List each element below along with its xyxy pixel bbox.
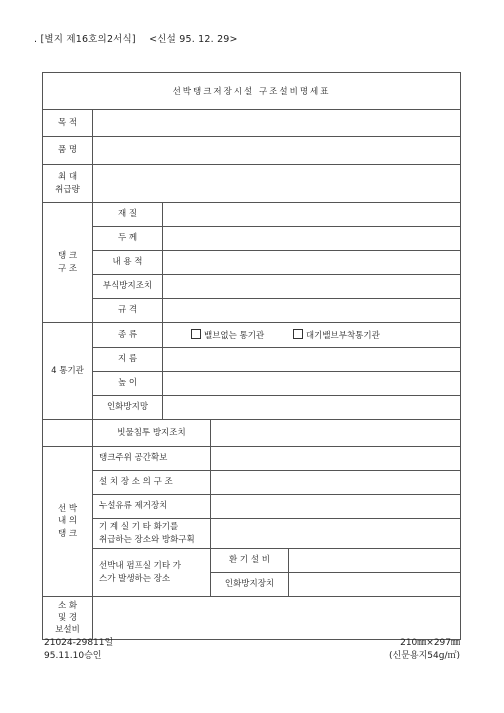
- dimensions-label: 규 격: [93, 299, 163, 323]
- empty-side-cell: [43, 420, 93, 447]
- extinguish-line3: 보설비: [55, 625, 80, 636]
- extinguish-line2: 및 경: [57, 612, 78, 623]
- form-title: 선박탱크저장시설 구조설비명세표: [43, 73, 461, 110]
- explosion-proof-field[interactable]: [289, 573, 461, 597]
- vent-option-2-label: 대기밸브부착통기관: [305, 331, 380, 341]
- install-structure-label: 설 치 장 소 의 구 조: [93, 471, 211, 495]
- vent-option-1-label: 밸브없는 통기관: [204, 331, 265, 341]
- vent-height-label: 높 이: [93, 372, 163, 396]
- leak-removal-label: 누설유류 제거장치: [93, 495, 211, 519]
- corrosion-field[interactable]: [163, 275, 461, 299]
- engine-room-field[interactable]: [211, 519, 461, 549]
- tank-structure-line1: 탱 크: [57, 251, 78, 262]
- extinguish-field[interactable]: [93, 597, 461, 640]
- form-header: [34, 31, 238, 45]
- capacity-field[interactable]: [163, 251, 461, 275]
- corrosion-label: 부식방지조치: [93, 275, 163, 299]
- purpose-field[interactable]: [93, 110, 461, 137]
- vent-option-atmospheric-valve[interactable]: [293, 329, 380, 341]
- purpose-label: 목 적: [43, 110, 93, 137]
- capacity-label: 내 용 적: [93, 251, 163, 275]
- engine-room-line1: 기 계 실 기 타 화기를: [99, 522, 179, 533]
- vent-type-label: 종 류: [93, 323, 163, 348]
- extinguish-line1: 소 화: [57, 600, 78, 611]
- structure-specification-form: [42, 72, 461, 640]
- fire-prevention-field[interactable]: [163, 396, 461, 420]
- engine-room-line2: 취급하는 장소와 방화구획: [99, 534, 195, 545]
- revision-note: <신설 95. 12. 29>: [149, 34, 238, 45]
- tank-space-field[interactable]: [211, 447, 461, 471]
- tank-space-label: 탱크주위 공간확보: [93, 447, 211, 471]
- install-structure-field[interactable]: [211, 471, 461, 495]
- ship-tank-line3: 탱 크: [57, 528, 78, 539]
- vent-option-no-valve[interactable]: [191, 329, 264, 341]
- footer-paper-type: (신문용지54g/㎡): [389, 651, 460, 661]
- pump-room-label: [93, 549, 211, 597]
- leak-removal-field[interactable]: [211, 495, 461, 519]
- max-handling-label: [43, 165, 93, 203]
- pump-room-line2: 스가 발생하는 장소: [99, 573, 171, 584]
- tank-structure-line2: 구 조: [57, 263, 78, 274]
- checkbox-icon[interactable]: [191, 329, 201, 339]
- vent-pipe-label: 4 통기관: [43, 323, 93, 420]
- explosion-proof-label: 인화방지장치: [211, 573, 289, 597]
- extinguish-label: [43, 597, 93, 640]
- ship-tank-line2: 내 의: [57, 516, 78, 527]
- rain-prevention-field[interactable]: [211, 420, 461, 447]
- max-handling-label-line2: 취급량: [55, 184, 80, 195]
- dimensions-field[interactable]: [163, 299, 461, 323]
- footer-code: 21024-29811일: [44, 638, 114, 648]
- pump-room-line1: 선박내 펌프실 기타 가: [99, 561, 182, 572]
- ship-tank-line1: 선 박: [57, 504, 78, 515]
- ship-tank-label: [43, 447, 93, 597]
- ventilation-field[interactable]: [289, 549, 461, 573]
- vent-type-options: [163, 323, 461, 348]
- rain-prevention-label: 빗물침투 방지조치: [93, 420, 211, 447]
- tank-structure-label: [43, 203, 93, 323]
- ventilation-label: 환 기 설 비: [211, 549, 289, 573]
- max-handling-label-line1: 최 대: [57, 172, 78, 183]
- fire-prevention-label: 인화방지망: [93, 396, 163, 420]
- thickness-field[interactable]: [163, 227, 461, 251]
- form-reference: . [별지 제16호의2서식]: [34, 34, 136, 45]
- vent-diameter-label: 지 름: [93, 348, 163, 372]
- vent-height-field[interactable]: [163, 372, 461, 396]
- footer-paper-size: 210㎜×297㎜: [400, 638, 460, 648]
- max-handling-field[interactable]: [93, 165, 461, 203]
- thickness-label: 두 께: [93, 227, 163, 251]
- footer-approval: 95.11.10승인: [44, 651, 102, 661]
- material-field[interactable]: [163, 203, 461, 227]
- product-label: 품 명: [43, 137, 93, 165]
- vent-diameter-field[interactable]: [163, 348, 461, 372]
- material-label: 재 질: [93, 203, 163, 227]
- engine-room-label: [93, 519, 211, 549]
- product-field[interactable]: [93, 137, 461, 165]
- checkbox-icon[interactable]: [293, 329, 303, 339]
